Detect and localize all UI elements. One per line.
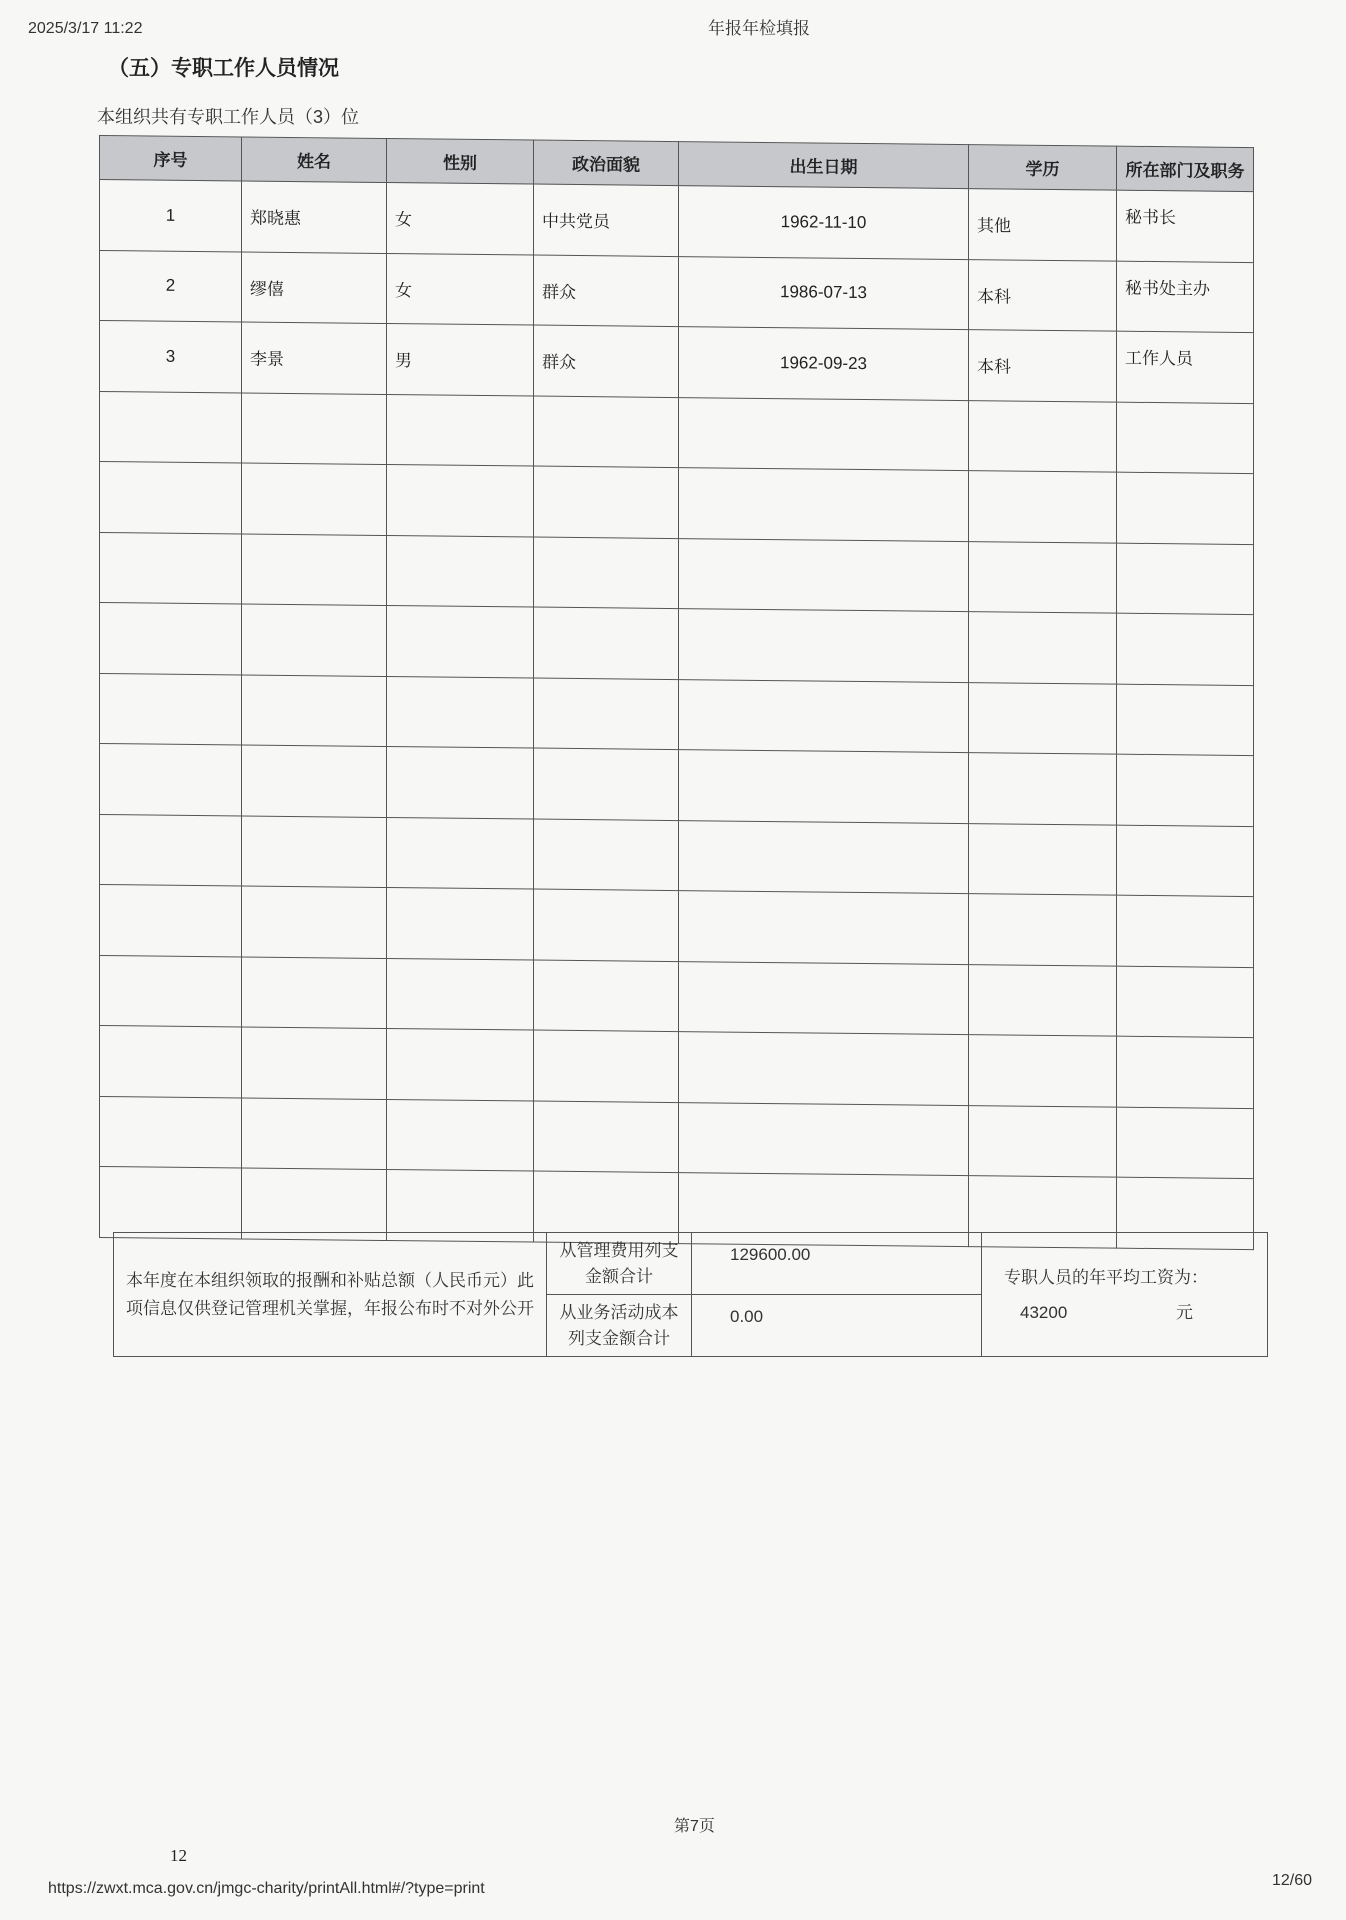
col-header-political: 政治面貌 bbox=[534, 140, 679, 186]
empty-cell bbox=[100, 1026, 242, 1098]
table-row-empty bbox=[100, 462, 1254, 545]
empty-cell bbox=[969, 1105, 1117, 1177]
empty-cell bbox=[387, 606, 534, 678]
table-row-empty bbox=[100, 673, 1254, 756]
empty-cell bbox=[1117, 895, 1254, 967]
cell-dept: 工作人员 bbox=[1117, 331, 1254, 403]
biz-cost-value: 0.00 bbox=[692, 1295, 982, 1357]
salary-note: 本年度在本组织领取的报酬和补贴总额（人民币元）此项信息仅供登记管理机关掌握，年报公布时不对外公开 bbox=[114, 1233, 547, 1357]
empty-cell bbox=[969, 400, 1117, 472]
mgmt-expense-label: 从管理费用列支金额合计 bbox=[547, 1233, 692, 1295]
empty-cell bbox=[534, 537, 679, 609]
empty-cell bbox=[534, 607, 679, 679]
cell-birth: 1962-09-23 bbox=[679, 327, 969, 401]
empty-cell bbox=[387, 958, 534, 1030]
empty-cell bbox=[242, 533, 387, 605]
empty-cell bbox=[1117, 402, 1254, 474]
table-row bbox=[100, 250, 1254, 333]
empty-cell bbox=[534, 960, 679, 1032]
staff-table bbox=[99, 135, 1254, 1250]
empty-cell bbox=[242, 886, 387, 958]
empty-cell bbox=[387, 888, 534, 960]
cell-name: 郑晓惠 bbox=[242, 181, 387, 253]
empty-cell bbox=[1117, 684, 1254, 756]
empty-cell bbox=[679, 609, 969, 683]
empty-cell bbox=[969, 964, 1117, 1036]
empty-cell bbox=[242, 463, 387, 535]
cell-political: 中共党员 bbox=[534, 184, 679, 256]
empty-cell bbox=[969, 753, 1117, 825]
empty-cell bbox=[969, 682, 1117, 754]
empty-cell bbox=[969, 894, 1117, 966]
avg-salary-value: 43200 bbox=[1020, 1303, 1068, 1322]
empty-cell bbox=[100, 955, 242, 1027]
empty-cell bbox=[534, 748, 679, 820]
empty-cell bbox=[679, 679, 969, 753]
empty-cell bbox=[1117, 472, 1254, 544]
empty-cell bbox=[242, 1097, 387, 1169]
empty-cell bbox=[242, 1027, 387, 1099]
cell-no: 1 bbox=[100, 180, 242, 252]
empty-cell bbox=[679, 468, 969, 542]
empty-cell bbox=[100, 885, 242, 957]
cell-dept: 秘书长 bbox=[1117, 190, 1254, 262]
empty-cell bbox=[679, 1032, 969, 1106]
empty-cell bbox=[100, 1096, 242, 1168]
salary-summary-table bbox=[113, 1232, 1268, 1357]
cell-no: 3 bbox=[100, 321, 242, 393]
col-header-birth: 出生日期 bbox=[679, 142, 969, 189]
empty-cell bbox=[387, 1170, 534, 1242]
empty-cell bbox=[387, 747, 534, 819]
empty-cell bbox=[242, 604, 387, 676]
empty-cell bbox=[100, 744, 242, 816]
cell-dept: 秘书处主办 bbox=[1117, 261, 1254, 333]
table-row-empty bbox=[100, 391, 1254, 474]
empty-cell bbox=[100, 1167, 242, 1239]
empty-cell bbox=[100, 391, 242, 463]
empty-cell bbox=[679, 538, 969, 612]
table-row bbox=[100, 321, 1254, 404]
cell-birth: 1986-07-13 bbox=[679, 256, 969, 330]
empty-cell bbox=[387, 676, 534, 748]
table-row-empty bbox=[100, 1096, 1254, 1179]
print-datetime: 2025/3/17 11:22 bbox=[28, 20, 143, 37]
avg-salary-label: 专职人员的年平均工资为： bbox=[1004, 1268, 1208, 1287]
empty-cell bbox=[534, 396, 679, 468]
cell-no: 2 bbox=[100, 250, 242, 322]
empty-cell bbox=[679, 750, 969, 824]
empty-cell bbox=[534, 678, 679, 750]
staff-count-line: 本组织共有专职工作人员（3）位 bbox=[97, 107, 360, 127]
cell-birth: 1962-11-10 bbox=[679, 186, 969, 260]
empty-cell bbox=[969, 541, 1117, 613]
table-row bbox=[100, 180, 1254, 263]
empty-cell bbox=[969, 1035, 1117, 1107]
cell-political: 群众 bbox=[534, 255, 679, 327]
empty-cell bbox=[1117, 1107, 1254, 1179]
empty-cell bbox=[100, 673, 242, 745]
empty-cell bbox=[242, 1168, 387, 1240]
empty-cell bbox=[387, 1029, 534, 1101]
empty-cell bbox=[1117, 543, 1254, 615]
table-row-empty bbox=[100, 885, 1254, 968]
cell-education: 其他 bbox=[969, 189, 1117, 261]
empty-cell bbox=[387, 817, 534, 889]
cell-political: 群众 bbox=[534, 325, 679, 397]
empty-cell bbox=[534, 1030, 679, 1102]
empty-cell bbox=[242, 815, 387, 887]
empty-cell bbox=[679, 891, 969, 965]
empty-cell bbox=[679, 1102, 969, 1176]
empty-cell bbox=[534, 1101, 679, 1173]
col-header-name: 姓名 bbox=[242, 137, 387, 183]
table-row-empty bbox=[100, 955, 1254, 1038]
empty-cell bbox=[969, 823, 1117, 895]
source-url: https://zwxt.mca.gov.cn/jmgc-charity/printAll.html#/?type=print bbox=[48, 1880, 485, 1897]
table-row-empty bbox=[100, 744, 1254, 827]
empty-cell bbox=[969, 471, 1117, 543]
empty-cell bbox=[679, 961, 969, 1035]
mgmt-expense-value: 129600.00 bbox=[692, 1233, 982, 1295]
empty-cell bbox=[679, 820, 969, 894]
empty-cell bbox=[242, 392, 387, 464]
table-row-empty bbox=[100, 532, 1254, 615]
empty-cell bbox=[100, 532, 242, 604]
table-row-empty bbox=[100, 603, 1254, 686]
empty-cell bbox=[387, 1099, 534, 1171]
col-header-gender: 性别 bbox=[387, 139, 534, 185]
empty-cell bbox=[100, 814, 242, 886]
empty-cell bbox=[1117, 825, 1254, 897]
col-header-no: 序号 bbox=[100, 136, 242, 181]
biz-cost-label: 从业务活动成本列支金额合计 bbox=[547, 1295, 692, 1357]
empty-cell bbox=[242, 745, 387, 817]
avg-salary-unit: 元 bbox=[1176, 1303, 1194, 1322]
print-page-count: 12/60 bbox=[1272, 1872, 1313, 1889]
empty-cell bbox=[387, 465, 534, 537]
empty-cell bbox=[679, 397, 969, 471]
table-row-empty bbox=[100, 814, 1254, 897]
col-header-dept: 所在部门及职务 bbox=[1117, 146, 1254, 191]
empty-cell bbox=[534, 466, 679, 538]
empty-cell bbox=[1117, 754, 1254, 826]
cell-education: 本科 bbox=[969, 330, 1117, 402]
empty-cell bbox=[1117, 613, 1254, 685]
cell-gender: 女 bbox=[387, 253, 534, 325]
empty-cell bbox=[242, 956, 387, 1028]
empty-cell bbox=[1117, 966, 1254, 1038]
col-header-education: 学历 bbox=[969, 145, 1117, 191]
avg-salary-cell bbox=[982, 1233, 1268, 1357]
handwritten-page-number: 12 bbox=[170, 1846, 187, 1865]
empty-cell bbox=[534, 819, 679, 891]
cell-gender: 男 bbox=[387, 324, 534, 396]
empty-cell bbox=[100, 603, 242, 675]
empty-cell bbox=[100, 462, 242, 534]
page-number-label: 第7页 bbox=[674, 1818, 715, 1835]
empty-cell bbox=[534, 889, 679, 961]
cell-gender: 女 bbox=[387, 183, 534, 255]
empty-cell bbox=[1117, 1036, 1254, 1108]
empty-cell bbox=[387, 394, 534, 466]
empty-cell bbox=[387, 535, 534, 607]
empty-cell bbox=[242, 674, 387, 746]
table-row-empty bbox=[100, 1026, 1254, 1109]
empty-cell bbox=[969, 612, 1117, 684]
section-title: （五）专职工作人员情况 bbox=[108, 57, 339, 80]
cell-education: 本科 bbox=[969, 259, 1117, 331]
cell-name: 缪僖 bbox=[242, 251, 387, 323]
cell-name: 李景 bbox=[242, 322, 387, 394]
document-title: 年报年检填报 bbox=[708, 19, 810, 38]
